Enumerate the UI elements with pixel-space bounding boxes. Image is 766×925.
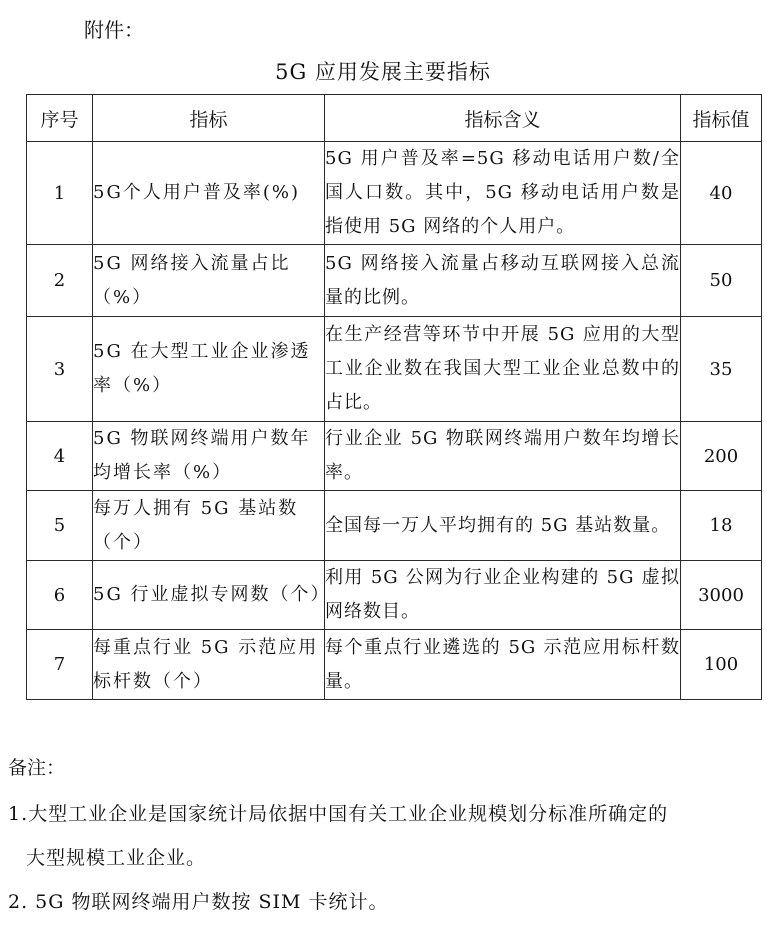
page-title: 5G 应用发展主要指标 [275,60,491,84]
indicator-definition: 行业企业 5G 物联网终端用户数年均增长率。 [325,422,681,491]
indicator-name: 每万人拥有 5G 基站数（个） [93,491,325,561]
indicator-value: 40 [681,142,762,245]
indicator-value: 100 [681,630,762,700]
table-row [27,561,762,630]
indicator-definition: 利用 5G 公网为行业企业构建的 5G 虚拟网络数目。 [325,561,681,630]
table-row [27,630,762,700]
indicator-definition: 全国每一万人平均拥有的 5G 基站数量。 [325,491,681,561]
indicator-definition: 5G 用户普及率=5G 移动电话用户数/全国人口数。其中，5G 移动电话用户数是指使用 5G 网络的个人用户。 [325,142,681,245]
row-number: 4 [27,422,93,491]
indicator-value: 50 [681,245,762,317]
table-row [27,317,762,422]
row-number: 1 [27,142,93,245]
note-1-line-1: 1.大型工业企业是国家统计局依据中国有关工业企业规模划分标准所确定的 [8,803,669,825]
indicator-name: 5G 物联网终端用户数年均增长率（%） [93,422,325,491]
row-number: 6 [27,561,93,630]
row-number: 2 [27,245,93,317]
header-serial: 序号 [27,95,93,142]
table-row [27,491,762,561]
row-number: 3 [27,317,93,422]
indicator-definition: 在生产经营等环节中开展 5G 应用的大型工业企业数在我国大型工业企业总数中的占比。 [325,317,681,422]
indicator-value: 35 [681,317,762,422]
indicator-definition: 每个重点行业遴选的 5G 示范应用标杆数量。 [325,630,681,700]
indicator-definition: 5G 网络接入流量占移动互联网接入总流量的比例。 [325,245,681,317]
indicator-value: 18 [681,491,762,561]
indicator-name: 每重点行业 5G 示范应用标杆数（个） [93,630,325,700]
table-header-row [27,95,762,142]
indicator-value: 200 [681,422,762,491]
note-item-1 [8,802,748,870]
indicator-value: 3000 [681,561,762,630]
table-row [27,245,762,317]
note-1-line-2: 大型规模工业企业。 [26,847,207,869]
header-indicator: 指标 [93,95,325,142]
indicator-name: 5G 在大型工业企业渗透率（%） [93,317,325,422]
notes-heading: 备注： [8,757,66,779]
indicator-name: 5G个人用户普及率(%) [93,142,325,245]
header-value: 指标值 [681,95,762,142]
row-number: 5 [27,491,93,561]
table-row [27,422,762,491]
note-item-2: 2. 5G 物联网终端用户数按 SIM 卡统计。 [8,891,389,913]
attachment-label: 附件： [84,18,144,42]
indicator-name: 5G 网络接入流量占比（%） [93,245,325,317]
header-definition: 指标含义 [325,95,681,142]
row-number: 7 [27,630,93,700]
indicator-name: 5G 行业虚拟专网数（个） [93,561,325,630]
table-row [27,142,762,245]
indicator-table [26,94,762,700]
